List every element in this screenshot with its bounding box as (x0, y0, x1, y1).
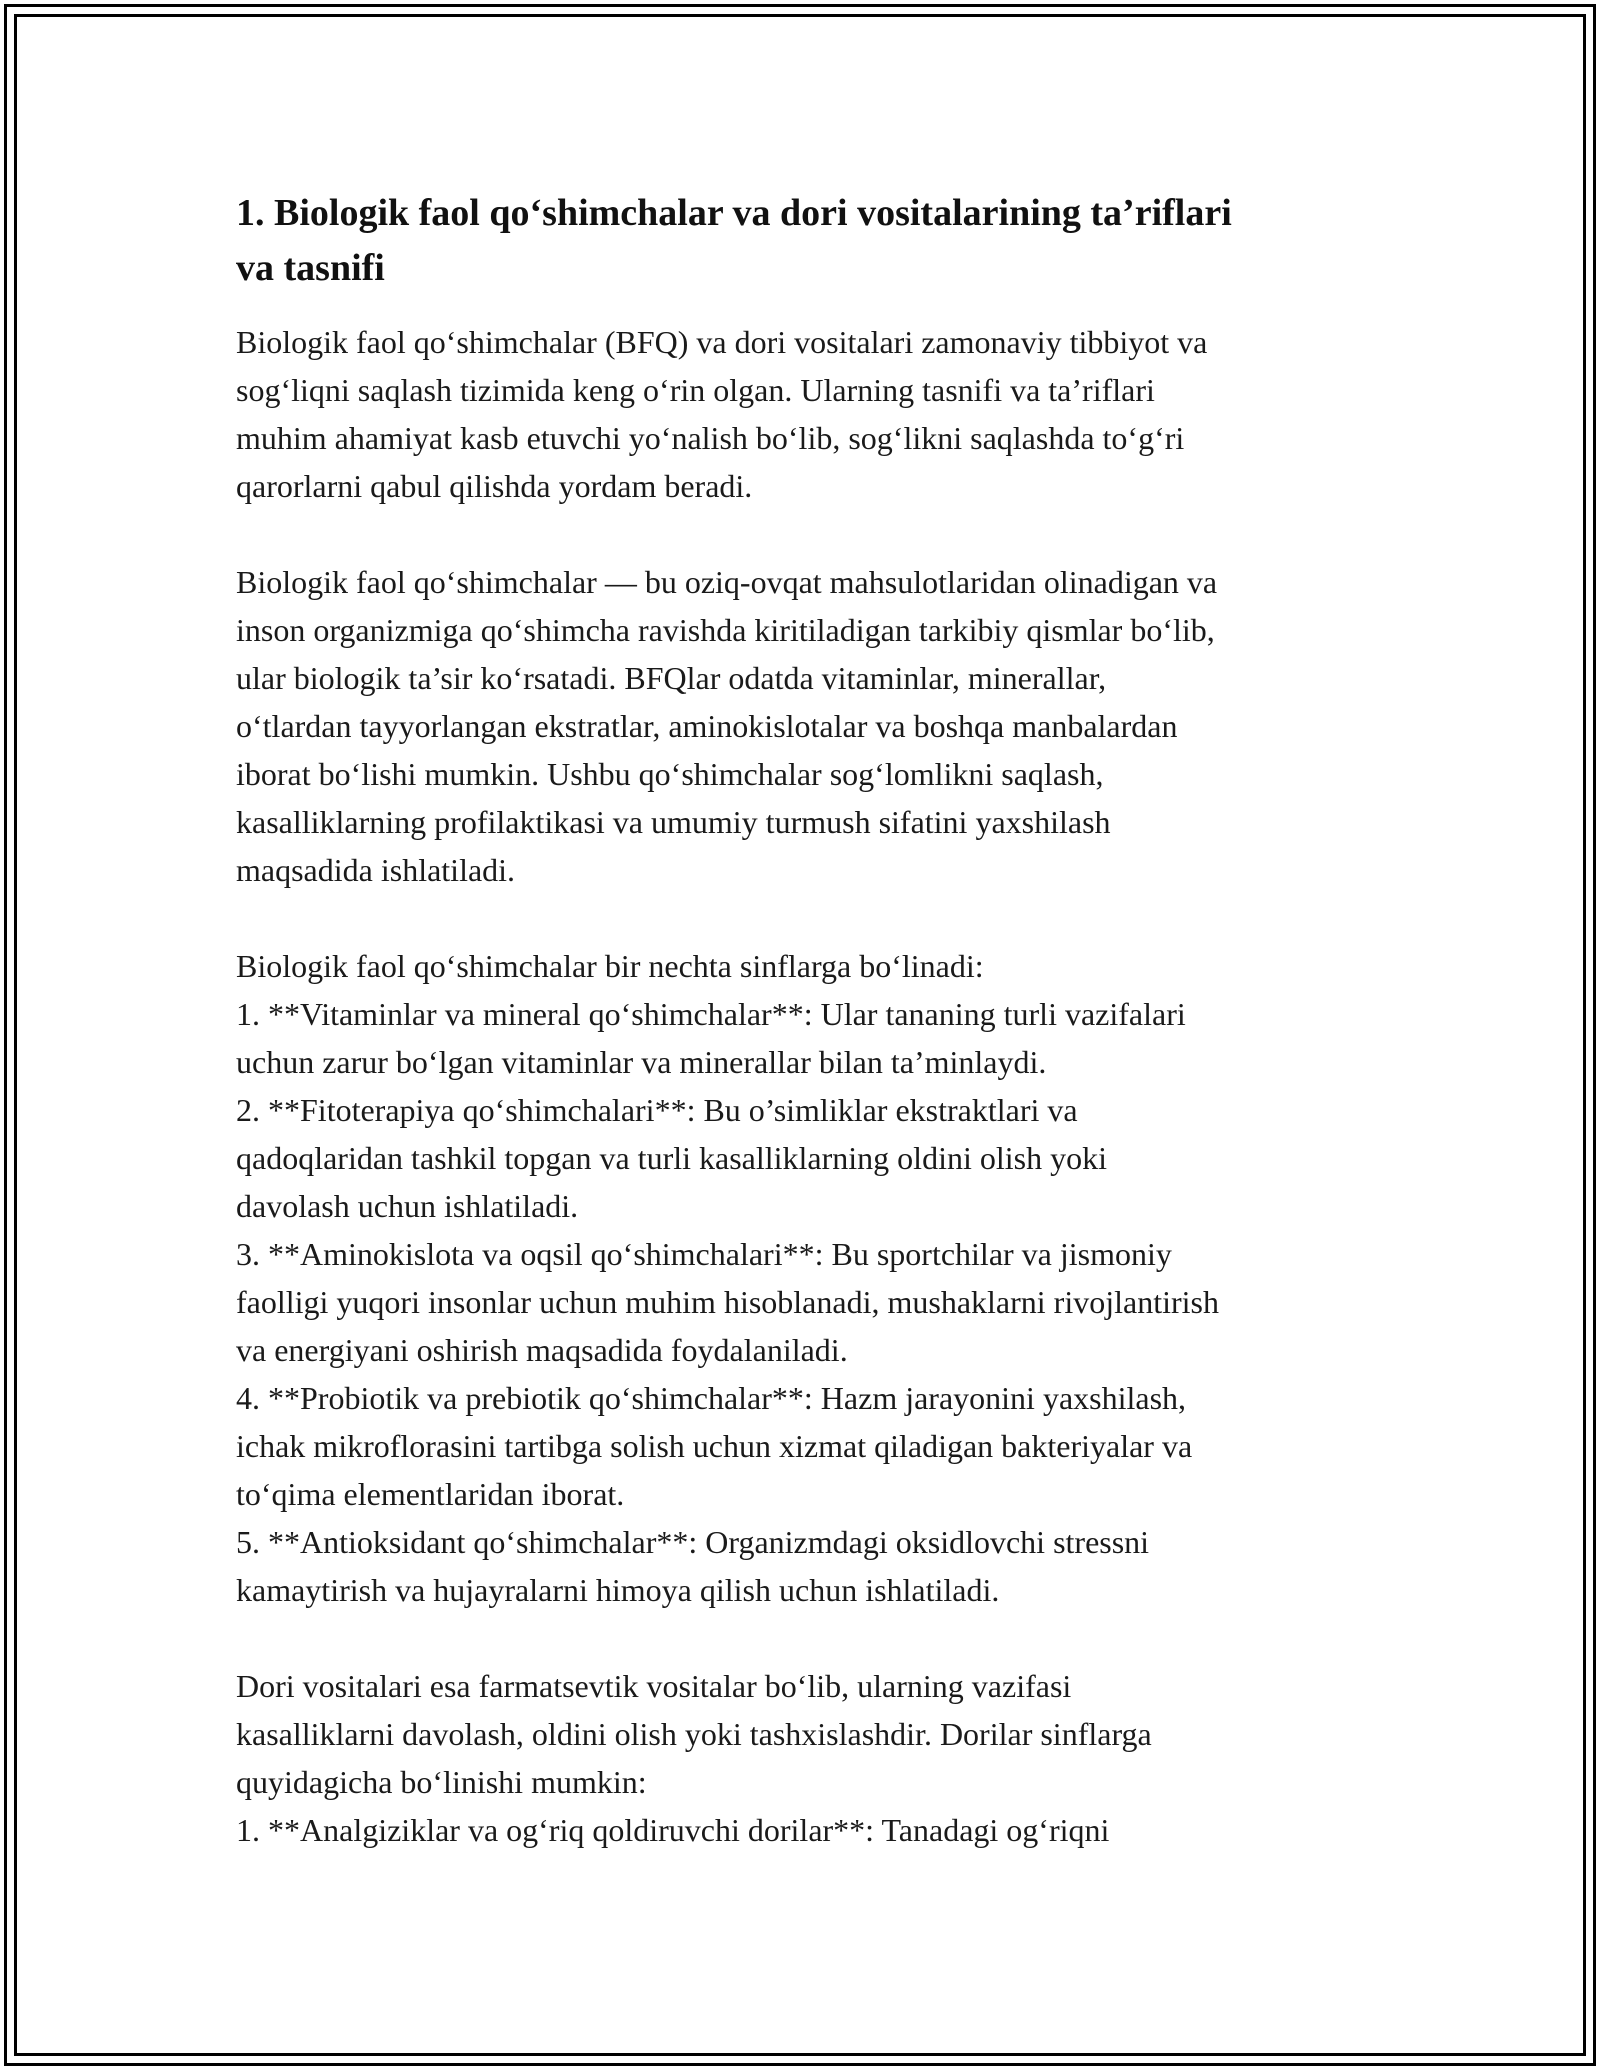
paragraph-intro: Biologik faol qo‘shimchalar (BFQ) va dori vositalari zamonaviy tibbiyot va sog‘liqni saqlash tizimida keng o‘rin olgan. Ularning tasnifi va ta’riflari muhim ahamiyat kasb etuvchi yo‘nalish bo‘lib, sog‘likni saqlashda to‘g‘ri qarorlarni qabul qilishda yordam beradi. (236, 324, 1208, 504)
document-body (236, 186, 1366, 1854)
paragraph-bfq-classes: Biologik faol qo‘shimchalar bir nechta sinflarga bo‘linadi: 1. **Vitaminlar va mineral qo‘shimchalar**: Ular tananing turli vazifalari uchun zarur bo‘lgan vitaminlar va minerallar bilan ta’minlaydi. 2. **Fitoterapiya qo‘shimchalari**: Bu o’simliklar ekstraktlari va qadoqlaridan tashkil topgan va turli kasalliklarning oldini olish yoki davolash uchun ishlatiladi. 3. **Aminokislota va oqsil qo‘shimchalari**: Bu sportchilar va jismoniy faolligi yuqori insonlar uchun muhim hisoblanadi, mushaklarni rivojlantirish va energiyani oshirish maqsadida foydalaniladi. 4. **Probiotik va prebiotik qo‘shimchalar**: Hazm jarayonini yaxshilash, ichak mikroflorasini tartibga solish uchun xizmat qiladigan bakteriyalar va to‘qima elementlaridan iborat. 5. **Antioksidant qo‘shimchalar**: Organizmdagi oksidlovchi stressni kamaytirish va hujayralarni himoya qilish uchun ishlatiladi. (236, 948, 1219, 1608)
paragraph-bfq-definition: Biologik faol qo‘shimchalar — bu oziq-ovqat mahsulotlaridan olinadigan va inson organizmiga qo‘shimcha ravishda kiritiladigan tarkibiy qismlar bo‘lib, ular biologik ta’sir ko‘rsatadi. BFQlar odatda vitaminlar, minerallar, o‘tlardan tayyorlangan ekstratlar, aminokislotalar va boshqa manbalardan iborat bo‘lishi mumkin. Ushbu qo‘shimchalar sog‘lomlikni saqlash, kasalliklarning profilaktikasi va umumiy turmush sifatini yaxshilash maqsadida ishlatiladi. (236, 564, 1218, 888)
paragraph-gap (236, 894, 1366, 942)
paragraph-drug-classes: Dori vositalari esa farmatsevtik vositalar bo‘lib, ularning vazifasi kasalliklarni davolash, oldini olish yoki tashxislashdir. Dorilar sinflarga quyidagicha bo‘linishi mumkin: 1. **Analgiziklar va og‘riq qoldiruvchi dorilar**: Tanadagi og‘riqni (236, 1668, 1152, 1848)
paragraph-gap (236, 510, 1366, 558)
paragraph-gap (236, 1614, 1366, 1662)
section-heading: 1. Biologik faol qo‘shimchalar va dori vositalarining ta’riflari va tasnifi (236, 192, 1232, 289)
